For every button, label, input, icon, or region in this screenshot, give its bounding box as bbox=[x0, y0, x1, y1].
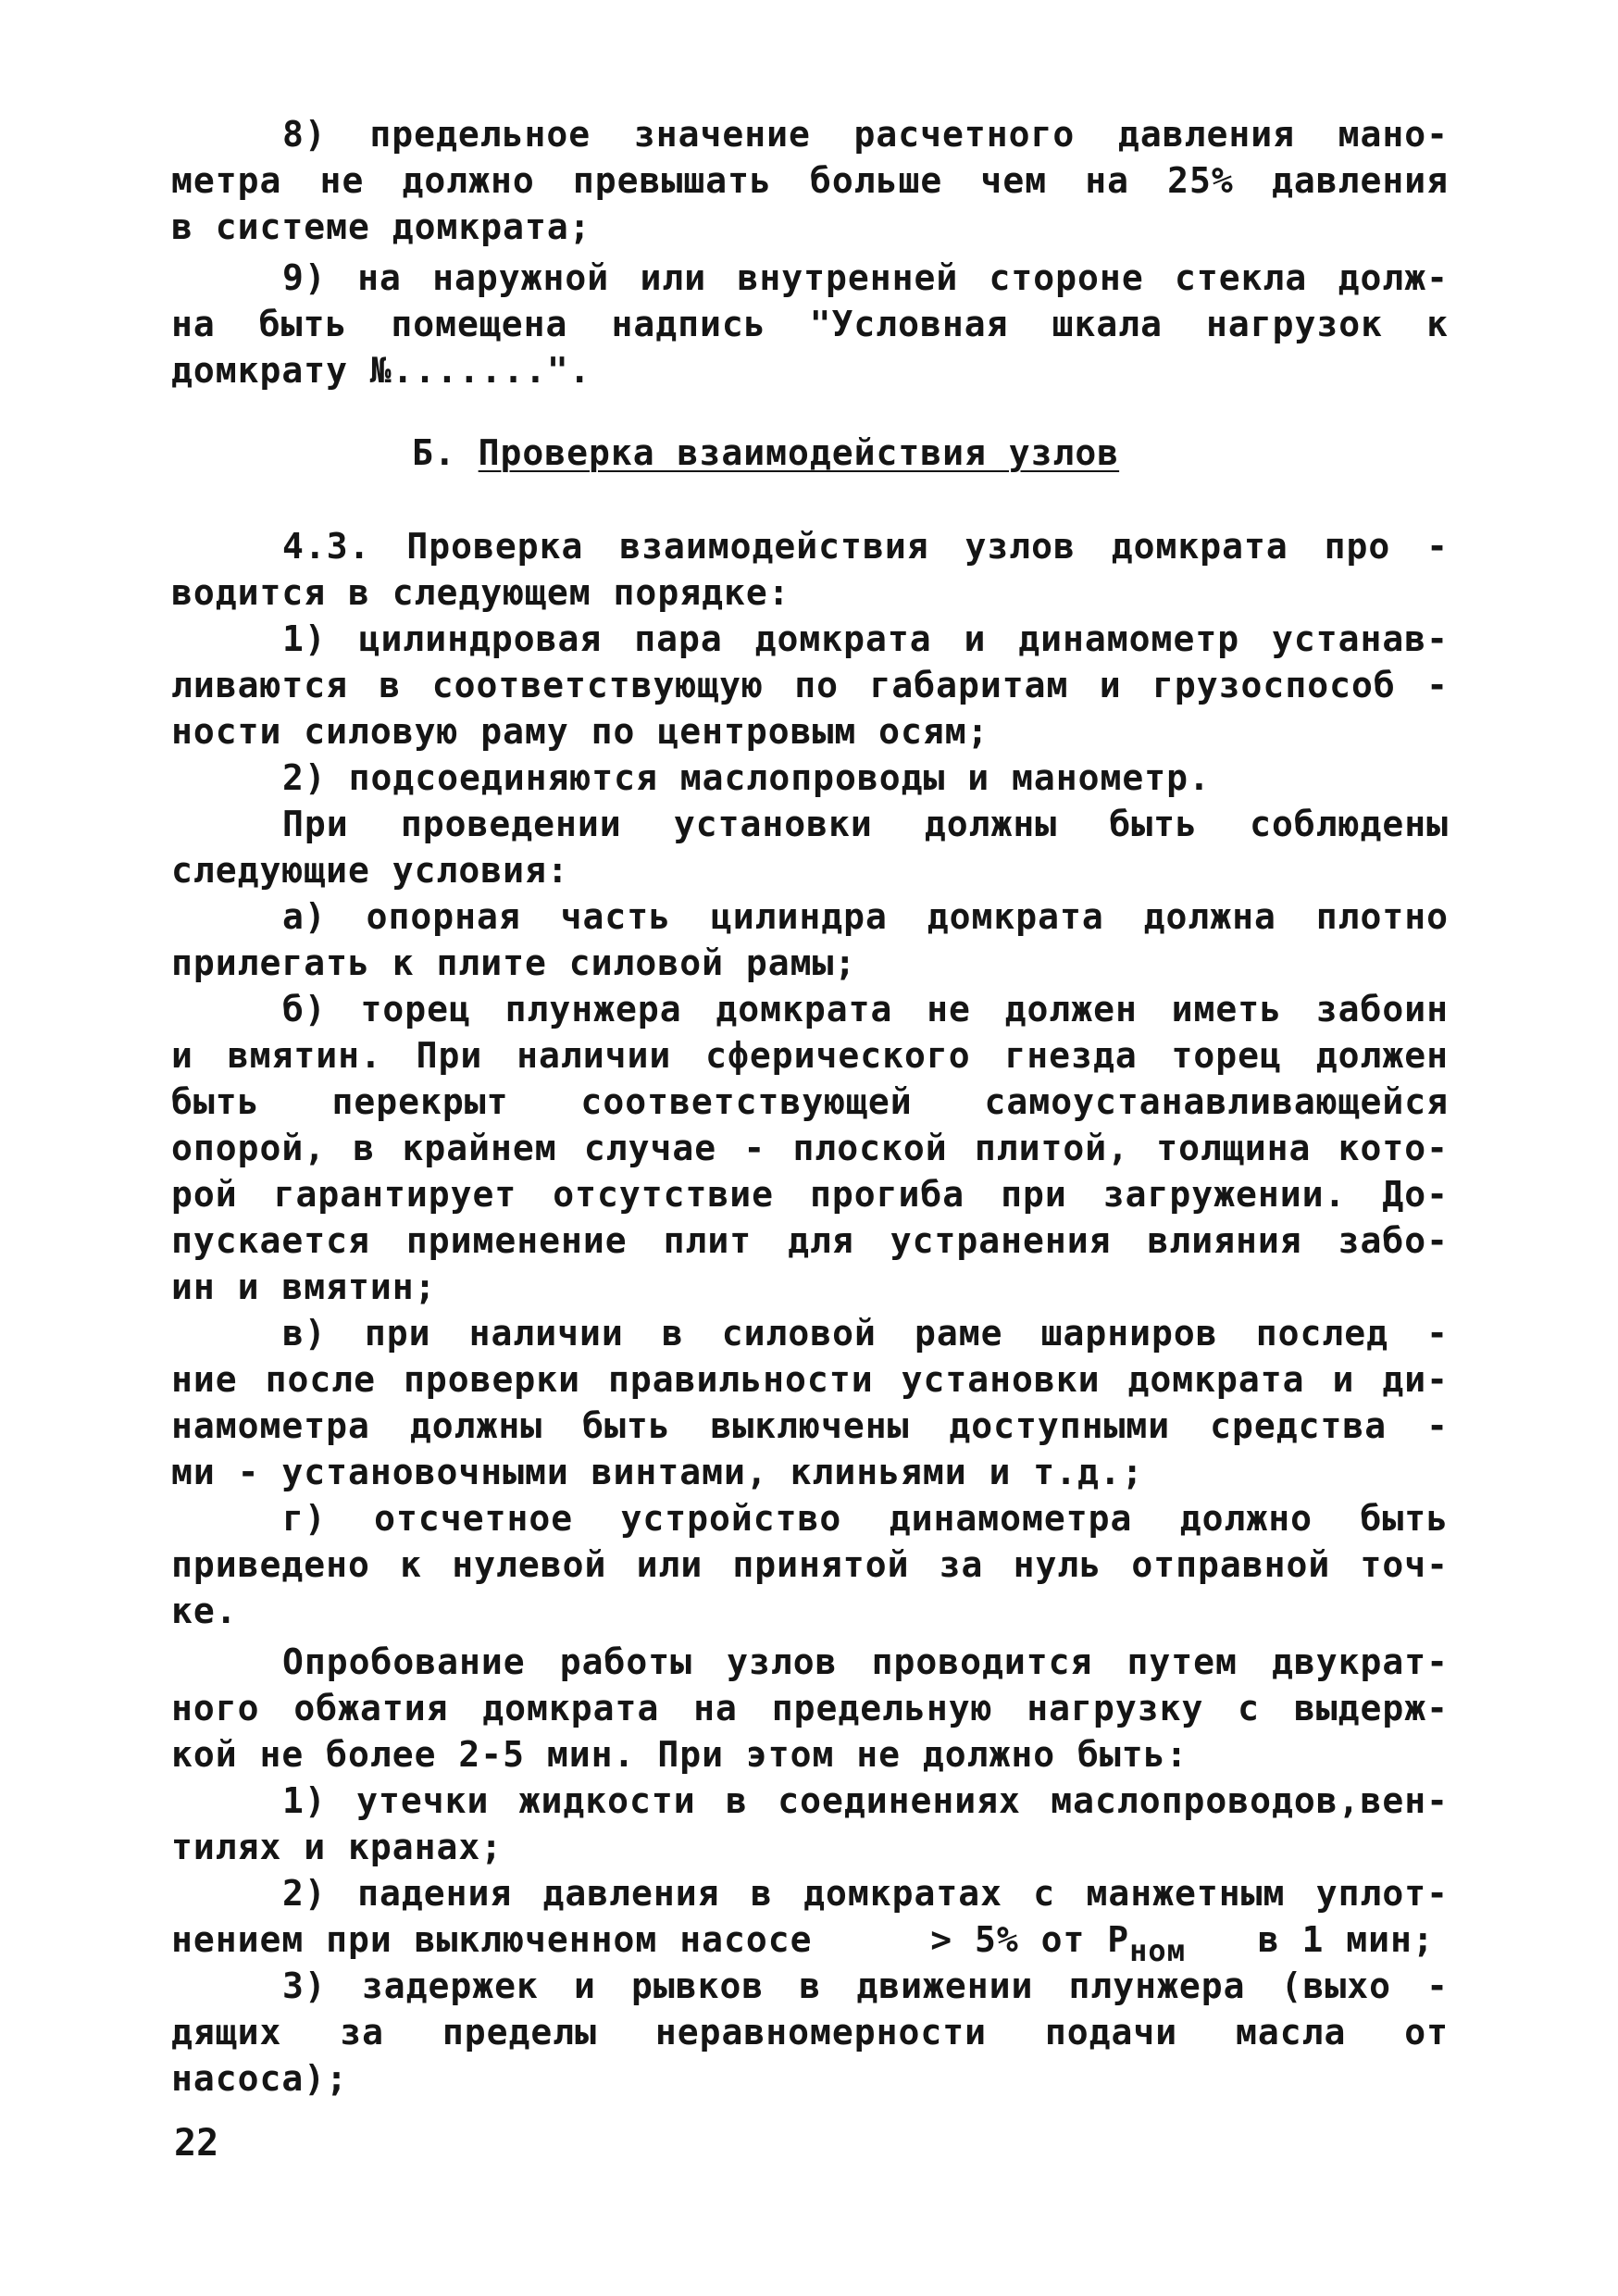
text-line: 1) утечки жидкости в соединениях маслопроводов,вен- bbox=[282, 1780, 1449, 1821]
text-line: Опробование работы узлов проводится путем двукрат- bbox=[282, 1641, 1449, 1682]
text-line: а) опорная часть цилиндра домкрата должна плотно bbox=[282, 896, 1449, 937]
text-line: водится в следующем порядке: bbox=[171, 572, 790, 613]
text-line: метра не должно превышать больше чем на 25% давления bbox=[171, 160, 1449, 201]
text-line: прилегать к плите силовой рамы; bbox=[171, 942, 857, 983]
text-line: дящих за пределы неравномерности подачи масла от bbox=[171, 2012, 1449, 2053]
text-line: насоса); bbox=[171, 2058, 349, 2099]
text-line: рой гарантирует отсутствие прогиба при загружении. До- bbox=[171, 1174, 1449, 1215]
text-line: 1) цилиндровая пара домкрата и динамометр устанав- bbox=[282, 618, 1449, 659]
text-line: 2) падения давления в домкратах с манжетным уплот- bbox=[282, 1873, 1449, 1914]
pressure-subscript: ном bbox=[1129, 1933, 1186, 1968]
text-line: опорой, в крайнем случае - плоской плитой, толщина кото- bbox=[171, 1128, 1449, 1168]
text-line: быть перекрыт соответствующей самоустанавливающейся bbox=[171, 1081, 1449, 1122]
pressure-text-c: в 1 мин; bbox=[1257, 1919, 1435, 1960]
text-line: ин и вмятин; bbox=[171, 1267, 437, 1307]
text-line: 2) подсоединяются маслопроводы и манометр. bbox=[282, 757, 1211, 798]
text-line: приведено к нулевой или принятой за нуль отправной точ- bbox=[171, 1544, 1449, 1585]
text-line: 8) предельное значение расчетного давления мано- bbox=[282, 114, 1449, 155]
text-line: ми - установочными винтами, клиньями и т.д.; bbox=[171, 1452, 1144, 1492]
section-title: Проверка взаимодействия узлов bbox=[478, 432, 1120, 473]
text-line: 4.3. Проверка взаимодействия узлов домкрата про - bbox=[282, 526, 1449, 567]
text-line: намометра должны быть выключены доступными средства - bbox=[171, 1405, 1449, 1446]
text-line: 3) задержек и рывков в движении плунжера (выхо - bbox=[282, 1965, 1449, 2006]
pressure-text-a: нением при выключенном насосе bbox=[171, 1919, 813, 1960]
text-line: на быть помещена надпись "Условная шкала нагрузок к bbox=[171, 304, 1449, 344]
text-line: пускается применение плит для устранения влияния забо- bbox=[171, 1220, 1449, 1261]
text-line: и вмятин. При наличии сферического гнезда торец должен bbox=[171, 1035, 1449, 1076]
text-line: следующие условия: bbox=[171, 850, 569, 891]
text-line: кой не более 2-5 мин. При этом не должно быть: bbox=[171, 1734, 1189, 1775]
text-line: При проведении установки должны быть соблюдены bbox=[282, 804, 1449, 844]
text-line: б) торец плунжера домкрата не должен иметь забоин bbox=[282, 989, 1449, 1029]
text-line: ке. bbox=[171, 1591, 238, 1631]
text-line: ливаются в соответствующую по габаритам и грузоспособ - bbox=[171, 665, 1449, 705]
text-line: ности силовую раму по центровым осям; bbox=[171, 711, 989, 752]
text-line: в) при наличии в силовой раме шарниров послед - bbox=[282, 1313, 1449, 1354]
section-heading bbox=[412, 430, 1119, 476]
text-line: ного обжатия домкрата на предельную нагрузку с выдерж- bbox=[171, 1688, 1449, 1728]
text-line: тилях и кранах; bbox=[171, 1827, 504, 1867]
text-line: г) отсчетное устройство динамометра должно быть bbox=[282, 1498, 1449, 1539]
pressure-text-b: > 5% от P bbox=[930, 1919, 1130, 1960]
text-line: домкрату №.......". bbox=[171, 350, 591, 391]
page-number: 22 bbox=[174, 2122, 219, 2165]
text-line: ние после проверки правильности установки домкрата и ди- bbox=[171, 1359, 1449, 1400]
text-line: 9) на наружной или внутренней стороне стекла долж- bbox=[282, 257, 1449, 298]
section-letter: Б. bbox=[412, 432, 456, 473]
text-line: в системе домкрата; bbox=[171, 206, 591, 247]
